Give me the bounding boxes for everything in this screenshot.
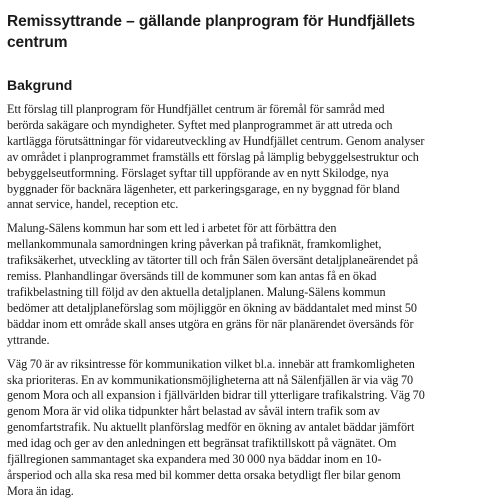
paragraph-line: byggnader för backnära lägenheter, ett parkeringsgarage, en ny byggnad för bland [7, 181, 400, 196]
paragraph-line: kartlägga förutsättningar för vidareutveckling av Hundfjället centrum. Genom analyser [7, 133, 425, 148]
paragraph-line: bebyggelseutformning. Förslaget syftar till uppförande av en nytt Skilodge, nya [7, 165, 389, 180]
paragraph-line: fjällregionen sammantaget ska expandera med 30 000 nya bäddar inom en 10- [7, 452, 382, 467]
section-heading-bakgrund: Bakgrund [7, 77, 73, 93]
paragraph-line: bäddar inom ett område skall anses utgöra en gräns för när planärendet översänds för [7, 316, 414, 331]
paragraph-line: mellankommunala samordningen kring påverkan på trafiknät, framkomlighet, [7, 237, 382, 252]
paragraph-line: genom Mora är vid olika tidpunkter hårt belastad av såväl intern trafik som av [7, 404, 380, 419]
document-title-line-2: centrum [7, 34, 68, 51]
paragraph-line: trafiksäkerhet, utveckling av tätorter till och från Sälen översänt detaljplaneärendet på [7, 253, 419, 268]
paragraph-line: Väg 70 är av riksintresse för kommunikation vilket bl.a. innebär att framkomligheten [7, 356, 415, 371]
paragraph-line: årsperiod och alla ska resa med bil kommer detta orsaka betydligt fler bilar genom [7, 467, 401, 482]
paragraph-1 [7, 102, 472, 213]
paragraph-line: genomfartstrafik. Nu aktuellt planförslag medför en ökning av antalet bäddar jämfört [7, 420, 415, 435]
paragraph-line: genom Mora och all expansion i fjällvärlden bidrar till ytterligare trafikalstring. Väg 70 [7, 388, 425, 403]
paragraph-3 [7, 357, 472, 500]
document-title [7, 11, 472, 53]
paragraph-line: Mora än idag. [7, 483, 74, 498]
document-page [7, 0, 472, 500]
paragraph-2 [7, 221, 472, 348]
document-title-line-1: Remissyttrande – gällande planprogram för Hundfjällets [7, 13, 416, 30]
paragraph-line: ska prioriteras. En av kommunikationsmöjligheterna att nå Sälenfjällen är via väg 70 [7, 372, 414, 387]
paragraph-line: Malung-Sälens kommun har som ett led i arbetet för att förbättra den [7, 221, 337, 236]
paragraph-line: med idag och ger av den anledningen ett begränsat trafiktillskott på vägnätet. Om [7, 436, 397, 451]
paragraph-line: trafikbelastning till följd av den aktuella detaljplanen. Malung-Sälens kommun [7, 284, 386, 299]
paragraph-line: bedömer att detaljplaneförslag som möjliggör en ökning av bäddantalet med minst 50 [7, 300, 417, 315]
paragraph-line: remiss. Planhandlingar översänds till de kommuner som kan antas få en ökad [7, 269, 377, 284]
paragraph-line: yttrande. [7, 332, 50, 347]
paragraph-line: av området i planprogrammet framställs ett förslag på lämplig bebyggelsestruktur och [7, 149, 419, 164]
paragraph-line: berörda sakägare och myndigheter. Syftet med planprogrammet är att utreda och [7, 117, 393, 132]
paragraph-line: Ett förslag till planprogram för Hundfjället centrum är föremål för samråd med [7, 102, 385, 116]
paragraph-line: annat service, handel, reception etc. [7, 197, 179, 212]
